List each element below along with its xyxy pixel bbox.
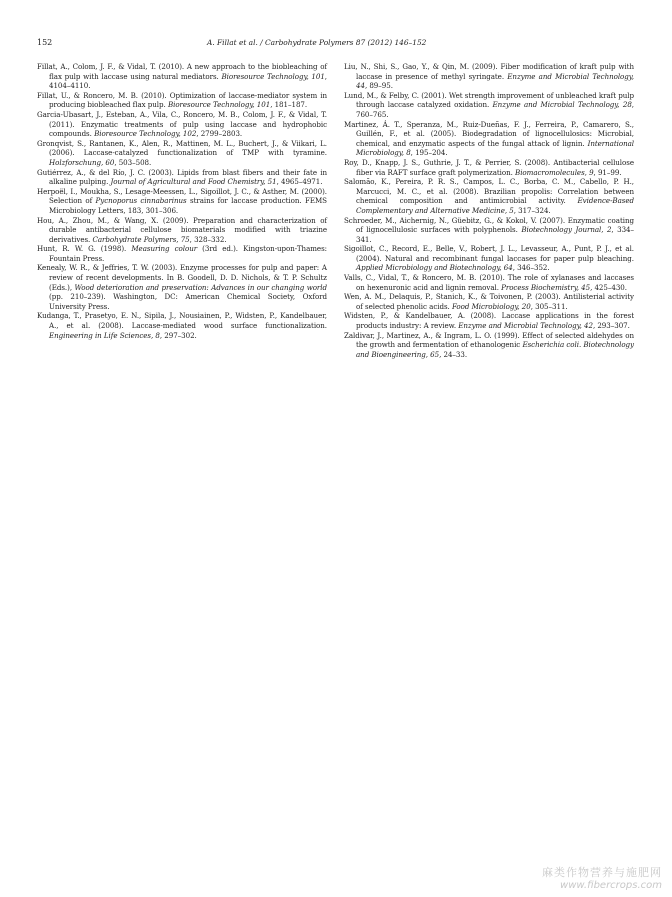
- reference-venue: Carbohydrate Polymers, 75: [92, 234, 190, 244]
- reference-entry: [37, 263, 327, 311]
- reference-authors-title: Herpoël, I., Moukha, S., Lesage-Meessen, L., Sigoillot, J. C., & Asther, M. (2000). Selection of: [37, 186, 327, 206]
- reference-pages: , 24–33.: [439, 349, 468, 359]
- reference-venue: Bioresource Technology, 101: [167, 100, 271, 110]
- reference-venue: Journal of Agricultural and Food Chemistry, 51: [110, 177, 277, 187]
- reference-venue: Food Microbiology, 20: [451, 301, 531, 311]
- reference-pages: , 91–99.: [593, 167, 622, 177]
- reference-pages: , 334–341.: [356, 225, 634, 244]
- reference-venue: Measuring colour: [131, 244, 198, 254]
- references-left-column: [37, 62, 327, 340]
- reference-pages: , 328–332.: [189, 234, 227, 244]
- reference-entry: [37, 244, 327, 263]
- reference-authors-title: Liu, N., Shi, S., Gao, Y., & Qin, M. (2009). Fiber modification of kraft pulp with laccase in presence of methyl syringate.: [344, 62, 634, 81]
- reference-authors-title: Zaldivar, J., Martinez, A., & Ingram, L. O. (1999). Effect of selected aldehydes on the growth and fermentation of ethanologenic: [344, 330, 634, 350]
- reference-authors-title: Garcia-Ubasart, J., Esteban, A., Vila, C., Roncero, M. B., Colom, J. F., & Vidal, T. (2011). Enzymatic treatments of pulp using laccase and hydrophobic compounds.: [37, 109, 327, 139]
- reference-authors-title: Widsten, P., & Kandelbauer, A. (2008). Laccase applications in the forest products industry: A review.: [344, 311, 634, 331]
- reference-venue: Enzyme and Microbial Technology, 42: [458, 321, 593, 331]
- reference-authors-title: Roy, D., Knapp, J. S., Guthrie, J. T., & Perrier, S. (2008). Antibacterial cellulose fiber via RAFT surface graft polymerization.: [344, 157, 634, 177]
- reference-pages: , 297–302.: [159, 330, 197, 340]
- references-right-column: [344, 62, 634, 359]
- reference-authors-title: Gutiérrez, A., & del Río, J. C. (2003). Lipids from blast fibers and their fate in alkaline pulping.: [37, 167, 327, 187]
- reference-venue: Holzforschung, 60: [49, 157, 115, 167]
- reference-venue: Applied Microbiology and Biotechnology, 64: [356, 263, 513, 273]
- running-header: [37, 38, 634, 50]
- reference-venue: Enzyme and Microbial Technology, 44: [356, 71, 634, 91]
- reference-authors-title: Lund, M., & Felby, C. (2001). Wet strength improvement of unbleached kraft pulp through laccase catalyzed oxidation.: [344, 90, 634, 110]
- reference-entry: [344, 244, 634, 273]
- reference-venue: Biomacromolecules, 9: [515, 167, 594, 177]
- reference-entry: [344, 331, 634, 360]
- reference-pages: , 503–508.: [114, 157, 152, 167]
- watermark-title: 麻类作物营养与施肥网: [542, 866, 662, 879]
- reference-entry: [344, 177, 634, 215]
- reference-entry: [344, 311, 634, 330]
- reference-entry: [344, 120, 634, 158]
- reference-entry: [37, 187, 327, 216]
- watermark-url: www.fibercrops.com: [560, 880, 662, 891]
- reference-pages: , 4104–4110.: [49, 71, 328, 91]
- reference-pages: , 181–187.: [270, 100, 308, 110]
- reference-pages: , 89–95.: [364, 81, 393, 91]
- reference-venue: Process Biochemistry, 45: [501, 282, 591, 292]
- reference-pages: , 195–204.: [410, 148, 448, 158]
- reference-authors-title: Wen, A. M., Delaquis, P., Stanich, K., & Toivonen, P. (2003). Antilisterial activity of selected phenolic acids.: [344, 292, 634, 311]
- reference-venue: Wood deterioration and preservation: Advances in our changing world: [74, 282, 327, 292]
- reference-authors-title: Fillat, U., & Roncero, M. B. (2010). Optimization of laccase-mediator system in producing biobleached flax pulp.: [37, 90, 327, 110]
- reference-venue: Enzyme and Microbial Technology, 28: [492, 100, 632, 110]
- journal-citation: A. Fillat et al. / Carbohydrate Polymers 87 (2012) 146–152: [207, 38, 427, 47]
- reference-entry: [344, 91, 634, 120]
- reference-pages: strains for laccase production. FEMS Microbiology Letters, 183, 301–306.: [49, 196, 327, 215]
- reference-entry: [344, 273, 634, 292]
- reference-entry: [344, 158, 634, 177]
- reference-pages: , 293–307.: [592, 321, 630, 331]
- reference-pages: , 305–311.: [530, 301, 568, 311]
- reference-venue: Engineering in Life Sciences, 8: [49, 330, 160, 340]
- reference-entry: [344, 62, 634, 91]
- reference-pages: , 760–765.: [356, 100, 634, 119]
- reference-pages: , 2799–2803.: [196, 129, 243, 139]
- reference-entry: [37, 91, 327, 110]
- reference-authors-title: Kenealy, W. R., & Jeffries, T. W. (2003). Enzyme processes for pulp and paper: A review of recent developments. In B. Goodell, D. D. Nichols, & T. P. Schultz (Eds.),: [37, 263, 327, 292]
- reference-venue: Bioresource Technology, 102: [94, 129, 197, 139]
- reference-entry: [37, 168, 327, 187]
- reference-pages: , 317–324.: [513, 205, 551, 215]
- reference-authors-title: Kudanga, T., Prasetyo, E. N., Sipila, J., Nousiainen, P., Widsten, P., Kandelbauer, A., et al. (2008). Laccase-mediated wood surface functionalization.: [37, 311, 327, 331]
- reference-venue: Bioresource Technology, 101: [221, 71, 325, 81]
- reference-authors-title: Hunt, R. W. G. (1998).: [37, 244, 132, 254]
- reference-authors-title: Martinez, Á. T., Speranza, M., Ruiz-Dueñas, F. J., Ferreira, P., Camarero, S., Guillén, F., et al. (2005). Biodegradation of lignocellulosics: Microbial, chemical, and enzymatic aspects of the fungal attack of lignin.: [344, 119, 634, 148]
- reference-venue: Escherichia coli. Biotechnology and Bioengineering, 65: [356, 340, 634, 359]
- page-number: 152: [37, 38, 53, 47]
- reference-authors-title: Salomão, K., Pereira, P. R. S., Campos, L. C., Borba, C. M., Cabello, P. H., Marcucci, M. C., et al. (2008). Brazilian propolis: Correlation between chemical composition and antimicrobial activity.: [344, 177, 634, 206]
- reference-authors-title: Hou, A., Zhou, M., & Wang, X. (2009). Preparation and characterization of durable antibacterial cellulose biomaterials modified with triazine derivatives.: [37, 215, 327, 244]
- reference-entry: [37, 216, 327, 245]
- reference-entry: [37, 110, 327, 139]
- reference-entry: [344, 216, 634, 245]
- reference-pages: , 346–352.: [512, 263, 550, 273]
- reference-authors-title: Sigoillot, C., Record, E., Belle, V., Robert, J. L., Levasseur, A., Punt, P. J., et al. (2004). Natural and recombinant fungal laccases for paper pulp bleaching.: [344, 244, 634, 263]
- reference-authors-title: Schroeder, M., Aichernig, N., Güebitz, G., & Kokol, V. (2007). Enzymatic coating of lignocellulosic surfaces with polyphenols.: [344, 215, 634, 235]
- reference-venue: Pycnoporus cinnabarinus: [95, 196, 187, 206]
- reference-pages: , 4965–4971.: [276, 177, 323, 187]
- reference-venue: Evidence-Based Complementary and Alternative Medicine, 5: [356, 196, 634, 215]
- reference-entry: [37, 311, 327, 340]
- reference-venue: International Microbiology, 8: [356, 138, 634, 158]
- reference-authors-title: Gronqvist, S., Rantanen, K., Alen, R., Mattinen, M. L., Buchert, J., & Viikari, L. (2006). Laccase-catalyzed functionalization of TMP with tyramine.: [37, 138, 327, 158]
- site-watermark: [542, 864, 662, 891]
- reference-authors-title: Fillat, A., Colom, J. F., & Vidal, T. (2010). A new approach to the biobleaching of flax pulp with laccase using natural mediators.: [37, 62, 327, 81]
- reference-pages: (3rd ed.). Kingston-upon-Thames: Fountain Press.: [49, 244, 328, 263]
- reference-venue: Biotechnology Journal, 2: [521, 225, 612, 235]
- reference-entry: [37, 62, 327, 91]
- reference-pages: (pp. 210–239). Washington, DC: American Chemical Society, Oxford University Press.: [49, 292, 327, 311]
- reference-entry: [344, 292, 634, 311]
- reference-entry: [37, 139, 327, 168]
- reference-authors-title: Valls, C., Vidal, T., & Roncero, M. B. (2010). The role of xylanases and laccases on hexenuronic acid and lignin removal.: [344, 273, 634, 292]
- reference-pages: , 425–430.: [590, 282, 627, 292]
